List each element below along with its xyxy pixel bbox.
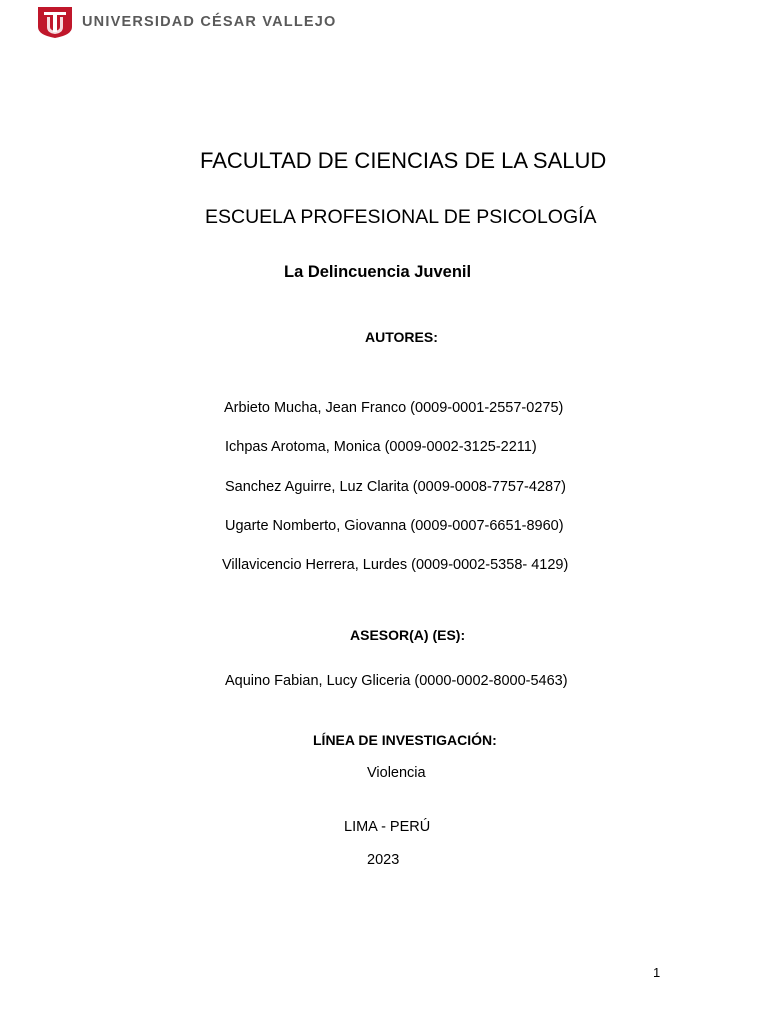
research-line-heading: LÍNEA DE INVESTIGACIÓN: <box>313 732 497 748</box>
year: 2023 <box>367 852 400 868</box>
document-title: La Delincuencia Juvenil <box>284 263 472 281</box>
location: LIMA - PERÚ <box>344 819 431 835</box>
university-name: UNIVERSIDAD CÉSAR VALLEJO <box>82 14 337 30</box>
author-line: Arbieto Mucha, Jean Franco (0009-0001-2557-0275) <box>224 400 564 416</box>
faculty-name: FACULTAD DE CIENCIAS DE LA SALUD <box>200 148 607 173</box>
ucv-shield-logo-icon <box>36 5 74 39</box>
author-line: Villavicencio Herrera, Lurdes (0009-0002-5358- 4129) <box>222 557 569 573</box>
page-number: 1 <box>653 965 661 980</box>
author-line: Ugarte Nomberto, Giovanna (0009-0007-6651-8960) <box>225 518 564 534</box>
university-logo <box>36 4 337 40</box>
school-name: ESCUELA PROFESIONAL DE PSICOLOGÍA <box>205 206 597 228</box>
research-line: Violencia <box>367 765 426 781</box>
authors-heading: AUTORES: <box>365 329 438 345</box>
advisor-heading: ASESOR(A) (ES): <box>350 627 466 643</box>
author-line: Ichpas Arotoma, Monica (0009-0002-3125-2211) <box>225 439 537 455</box>
author-line: Sanchez Aguirre, Luz Clarita (0009-0008-7757-4287) <box>225 479 566 495</box>
advisor-name: Aquino Fabian, Lucy Gliceria (0000-0002-8000-5463) <box>225 673 568 689</box>
